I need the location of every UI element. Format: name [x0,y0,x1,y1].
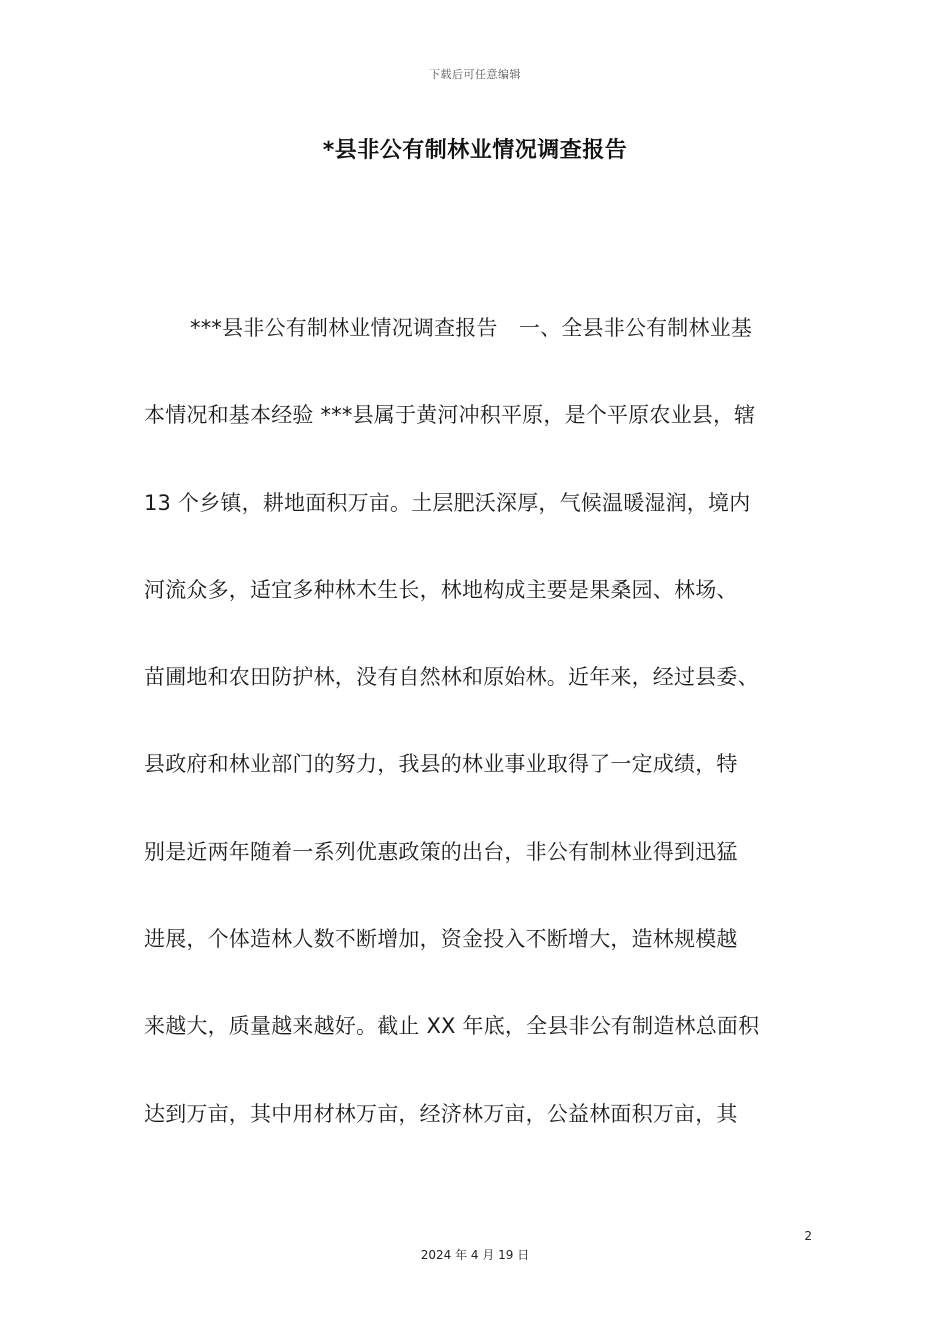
body-line: 河流众多，适宜多种林木生长，林地构成主要是果桑园、林场、 [144,577,738,602]
body-line: 达到万亩，其中用材林万亩，经济林万亩，公益林面积万亩，其 [144,1101,738,1126]
page-number: 2 [804,1229,812,1243]
document-title: *县非公有制林业情况调查报告 [322,138,628,163]
document-body [144,304,834,1177]
body-line: 别是近两年随着一系列优惠政策的出台，非公有制林业得到迅猛 [144,839,738,864]
body-line: 县政府和林业部门的努力，我县的林业事业取得了一定成绩，特 [144,752,738,777]
footer-date: 2024 年 4 月 19 日 [420,1248,530,1262]
header-note: 下载后可任意编辑 [429,68,521,81]
body-line: ***县非公有制林业情况调查报告 一、全县非公有制林业基 [190,316,753,340]
body-line: 进展，个体造林人数不断增加，资金投入不断增大，造林规模越 [144,927,738,952]
body-line: 本情况和基本经验 ***县属于黄河冲积平原，是个平原农业县，辖 [144,403,756,428]
body-line: 13 个乡镇，耕地面积万亩。土层肥沃深厚，气候温暖湿润，境内 [144,490,751,515]
body-line: 苗圃地和农田防护林，没有自然林和原始林。近年来，经过县委、 [144,665,759,690]
body-line: 来越大，质量越来越好。截止 XX 年底，全县非公有制造林总面积 [144,1014,760,1039]
